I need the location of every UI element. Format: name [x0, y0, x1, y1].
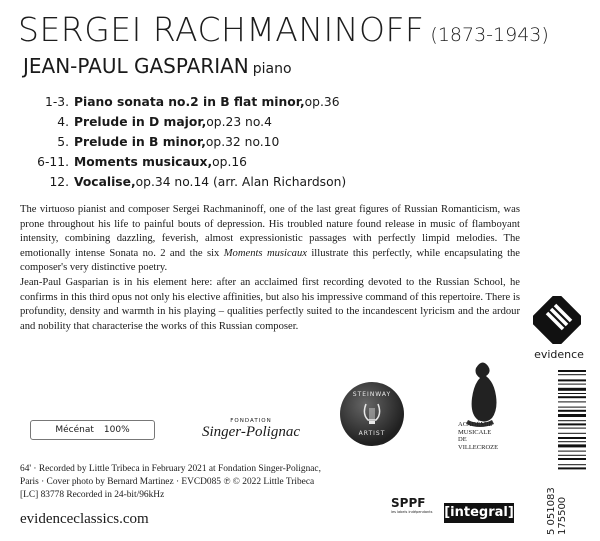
track-item [20, 112, 400, 132]
mecenat-label: Mécénat [55, 425, 94, 435]
track-detail: op.23 no.4 [206, 115, 272, 129]
track-item [20, 92, 400, 112]
sppf-label: SPPF [391, 496, 426, 510]
track-number: 5. [57, 135, 69, 149]
liner-paragraph-1 [20, 203, 520, 276]
track-title: Moments musicaux, [74, 155, 213, 169]
villecroze-line: DE [458, 436, 467, 443]
track-item [20, 152, 400, 172]
sppf-logo [391, 496, 432, 514]
track-title: Vocalise, [74, 175, 136, 189]
credits [20, 463, 350, 501]
evidence-logo-icon [533, 296, 581, 344]
track-detail: op.32 no.10 [205, 135, 280, 149]
mecenat-percent: 100% [103, 425, 130, 435]
fondation-logo [196, 418, 306, 440]
performer-name [23, 54, 292, 78]
performer-title: JEAN-PAUL GASPARIAN [23, 54, 249, 78]
sppf-sub: les labels indépendants [391, 510, 433, 514]
track-title: Piano sonata no.2 in B flat minor, [74, 95, 305, 109]
lyre-icon [362, 402, 382, 426]
liner-paragraph-2: Jean-Paul Gasparian is in his element here: after an acclaimed first recording devoted to the Russian School, he confirms in this third opus not only his elective affinities, but also his impressive command of this repertoire. There is profundity, density and warmth in his playing – qualities perfectly suited to the incandescent lyricism and the ardour and nobility that characterise the works of this Russian composer. [20, 276, 520, 332]
steinway-top: STEINWAY [352, 391, 392, 398]
track-item [20, 132, 400, 152]
track-detail: op.16 [212, 155, 248, 169]
liner-text: illustrate this perfectly, while encapsulating the composer's very distinctive poetry. [20, 247, 521, 274]
liner-text: The virtuoso pianist and composer Sergei Rachmaninoff, one of the last great figures of Russian Romanticism, was prone throughout his life to painful bouts of depression. His troubled nature found release in music of flamboyant intensity, combining dazzling, feverish, almost expressionistic passages with perfectly limpid melodies. The emotionally intense Sonata no. 2 and the six [20, 204, 520, 259]
track-detail: op.36 [304, 95, 340, 109]
performer-role: piano [252, 61, 292, 77]
liner-emphasis: Moments musicaux [223, 247, 307, 259]
fondation-small: FONDATION [230, 418, 272, 424]
villecroze-line: VILLECROZE [458, 443, 499, 451]
statue-icon [446, 350, 518, 470]
barcode-number: 5 051083 175500 [546, 487, 568, 535]
composer-title: SERGEI RACHMANINOFF [18, 10, 425, 49]
track-number: 4. [57, 115, 69, 129]
composer-dates: (1873-1943) [430, 24, 549, 46]
steinway-artist-logo [340, 382, 404, 446]
credits-line: 64' · Recorded by Little Tribeca in February 2021 at Fondation Singer-Polignac, [20, 464, 321, 474]
track-list [20, 92, 400, 192]
track-number: 12. [49, 175, 69, 189]
composer-name [18, 10, 549, 49]
steinway-bottom: ARTIST [358, 430, 386, 437]
villecroze-line: MUSICALE [458, 428, 492, 436]
website-link[interactable]: evidenceclassics.com [20, 511, 149, 527]
credits-line: Paris · Cover photo by Bernard Martinez · EVCD085 ℗ © 2022 Little Tribeca [20, 476, 315, 487]
integral-logo: [integral] [444, 503, 514, 523]
track-number: 1-3. [45, 95, 69, 109]
mecenat-badge [30, 420, 155, 440]
fondation-name: Singer-Polignac [201, 424, 300, 440]
credits-line: [LC] 83778 Recorded in 24-bit/96kHz [20, 489, 165, 500]
villecroze-line: ACADÉMIE [458, 421, 493, 428]
track-detail: op.34 no.14 (arr. Alan Richardson) [135, 175, 347, 189]
track-title: Prelude in D major, [74, 115, 207, 129]
track-number: 6-11. [37, 155, 69, 169]
evidence-label: evidence [534, 348, 584, 361]
liner-notes [20, 203, 520, 334]
track-item [20, 172, 400, 192]
villecroze-label [458, 421, 498, 451]
track-title: Prelude in B minor, [74, 135, 206, 149]
